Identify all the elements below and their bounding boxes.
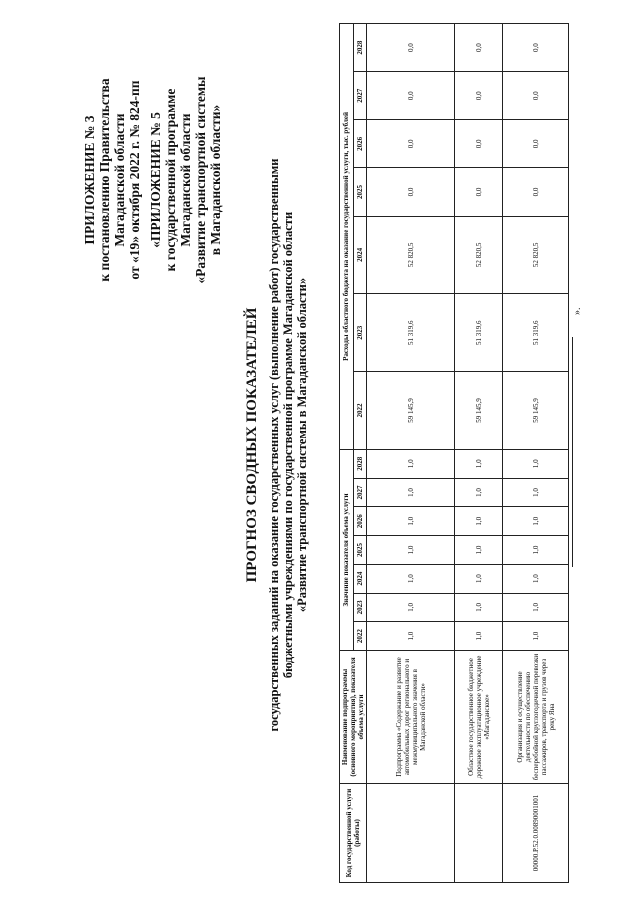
volume-cell: 1,0 xyxy=(503,622,569,651)
row-name: Организация и осуществление деятельности по обеспечению бесперебойной круглогодичной перевозки пассажиров, транспорта и грузов через реку Яна xyxy=(503,651,569,784)
document-title xyxy=(243,65,309,825)
closing-quote: ». xyxy=(572,307,583,315)
appendix-line: ПРИЛОЖЕНИЕ № 3 xyxy=(82,115,97,245)
volume-cell: 1,0 xyxy=(367,478,455,507)
spend-cell: 52 820,5 xyxy=(367,216,455,294)
title-main: ПРОГНОЗ СВОДНЫХ ПОКАЗАТЕЛЕЙ xyxy=(244,307,260,583)
spend-cell: 51 319,6 xyxy=(455,294,503,372)
spend-cell: 0,0 xyxy=(455,120,503,168)
spend-cell: 0,0 xyxy=(503,120,569,168)
spend-cell: 0,0 xyxy=(455,168,503,216)
spend-cell: 0,0 xyxy=(455,72,503,120)
year-header: 2027 xyxy=(353,72,367,120)
appendix-header xyxy=(82,10,223,350)
year-header: 2028 xyxy=(353,24,367,72)
year-header: 2023 xyxy=(353,593,367,622)
header-code: Код государственной услуги (работы) xyxy=(340,784,367,883)
table-row xyxy=(455,24,503,883)
year-header: 2025 xyxy=(353,168,367,216)
year-header: 2024 xyxy=(353,216,367,294)
year-header: 2026 xyxy=(353,120,367,168)
row-code xyxy=(367,784,455,883)
title-sub: «Развитие транспортной системы в Магаданской области» xyxy=(295,277,309,613)
spend-cell: 0,0 xyxy=(503,72,569,120)
volume-cell: 1,0 xyxy=(367,536,455,565)
spend-cell: 52 820,5 xyxy=(455,216,503,294)
volume-cell: 1,0 xyxy=(367,593,455,622)
volume-cell: 1,0 xyxy=(455,622,503,651)
spend-cell: 59 145,9 xyxy=(455,372,503,450)
indicators-table xyxy=(339,23,569,883)
spend-cell: 0,0 xyxy=(503,168,569,216)
spend-cell: 51 319,6 xyxy=(503,294,569,372)
spend-cell: 0,0 xyxy=(503,24,569,72)
header-volume: Значение показателя объема услуги xyxy=(340,449,354,650)
year-header: 2027 xyxy=(353,478,367,507)
spend-cell: 0,0 xyxy=(367,72,455,120)
volume-cell: 1,0 xyxy=(455,593,503,622)
appendix-line: к государственной программе xyxy=(163,88,178,272)
appendix-line: «Развитие транспортной системы xyxy=(193,76,208,284)
volume-cell: 1,0 xyxy=(455,478,503,507)
header-name: Наименование подпрограммы (основного мероприятия), показателя объема услуги xyxy=(340,651,367,784)
spend-cell: 59 145,9 xyxy=(503,372,569,450)
volume-cell: 1,0 xyxy=(503,507,569,536)
spend-cell: 0,0 xyxy=(367,168,455,216)
volume-cell: 1,0 xyxy=(367,564,455,593)
volume-cell: 1,0 xyxy=(503,564,569,593)
year-header: 2022 xyxy=(353,372,367,450)
volume-cell: 1,0 xyxy=(455,536,503,565)
volume-cell: 1,0 xyxy=(503,593,569,622)
table-row xyxy=(503,24,569,883)
spend-cell: 59 145,9 xyxy=(367,372,455,450)
row-name: Областное государственное бюджетное дорожное эксплуатационное учреждение «Магаданское» xyxy=(455,651,503,784)
volume-cell: 1,0 xyxy=(455,564,503,593)
title-sub: государственных заданий на оказание государственных услуг (выполнение работ) государственными xyxy=(267,158,281,732)
spend-cell: 0,0 xyxy=(367,24,455,72)
row-code xyxy=(455,784,503,883)
appendix-line: от «19» октября 2022 г. № 824-пп xyxy=(127,80,142,280)
row-name: Подпрограмма «Содержание и развитие автомобильных дорог регионального и межмуниципального значения в Магаданской области» xyxy=(367,651,455,784)
year-header: 2023 xyxy=(353,294,367,372)
appendix-line: Магаданской области xyxy=(178,113,193,247)
header-spend: Расходы областного бюджета на оказание государственной услуги, тыс. рублей xyxy=(340,24,354,450)
spend-cell: 51 319,6 xyxy=(367,294,455,372)
volume-cell: 1,0 xyxy=(367,507,455,536)
spend-cell: 0,0 xyxy=(367,120,455,168)
year-header: 2024 xyxy=(353,564,367,593)
volume-cell: 1,0 xyxy=(367,622,455,651)
volume-cell: 1,0 xyxy=(455,449,503,478)
spend-cell: 0,0 xyxy=(455,24,503,72)
signature-line xyxy=(572,337,573,567)
appendix-line: к постановлению Правительства xyxy=(97,78,112,282)
title-sub: бюджетными учреждениями по государственной программе Магаданской области xyxy=(281,211,295,679)
year-header: 2026 xyxy=(353,507,367,536)
appendix-line: Магаданской области xyxy=(112,113,127,247)
volume-cell: 1,0 xyxy=(455,507,503,536)
table-row xyxy=(367,24,455,883)
year-header: 2025 xyxy=(353,536,367,565)
volume-cell: 1,0 xyxy=(503,536,569,565)
spend-cell: 52 820,5 xyxy=(503,216,569,294)
year-header: 2022 xyxy=(353,622,367,651)
volume-cell: 1,0 xyxy=(503,449,569,478)
row-code: 00000.Р.52.0.00890001001 xyxy=(503,784,569,883)
year-header: 2028 xyxy=(353,449,367,478)
volume-cell: 1,0 xyxy=(367,449,455,478)
appendix-line: «ПРИЛОЖЕНИЕ № 5 xyxy=(148,112,163,248)
appendix-line: в Магаданской области» xyxy=(208,104,223,256)
volume-cell: 1,0 xyxy=(503,478,569,507)
